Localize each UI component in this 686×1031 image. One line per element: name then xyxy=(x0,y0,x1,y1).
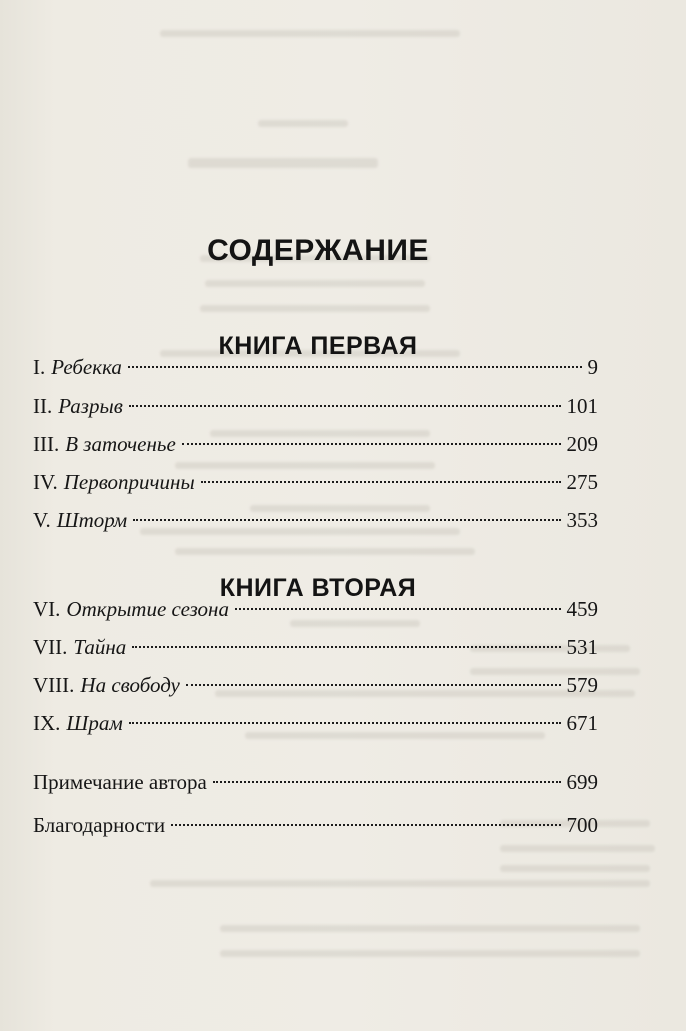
dot-leader xyxy=(129,722,561,724)
dot-leader xyxy=(186,684,561,686)
book-one-heading: КНИГА ПЕРВАЯ xyxy=(218,331,418,360)
chapter-title: Шрам xyxy=(66,711,123,735)
chapter-number: VII. xyxy=(33,635,68,659)
dot-leader xyxy=(171,824,560,826)
toc-entry-chapter-1[interactable] xyxy=(33,352,598,382)
toc-entry-chapter-2[interactable] xyxy=(33,391,598,421)
section-title: Благодарности xyxy=(33,813,166,837)
chapter-title: Разрыв xyxy=(58,394,123,418)
toc-entry-chapter-9[interactable] xyxy=(33,708,598,738)
chapter-number: VI. xyxy=(33,597,61,621)
chapter-title: Ребекка xyxy=(51,355,122,379)
page-number: 459 xyxy=(566,597,598,621)
dot-leader xyxy=(201,481,561,483)
contents-title: СОДЕРЖАНИЕ xyxy=(207,234,429,268)
chapter-title: В заточенье xyxy=(65,432,176,456)
section-title: Примечание автора xyxy=(33,770,207,794)
bleed-through-mark xyxy=(500,845,655,852)
page-number: 275 xyxy=(566,470,598,494)
chapter-number: IV. xyxy=(33,470,58,494)
dot-leader xyxy=(213,781,561,783)
page-number: 9 xyxy=(587,355,598,379)
toc-entry-author-note[interactable] xyxy=(33,767,598,797)
toc-entry-chapter-7[interactable] xyxy=(33,632,598,662)
toc-entry-chapter-6[interactable] xyxy=(33,594,598,624)
bleed-through-mark xyxy=(500,865,650,872)
toc-entry-chapter-5[interactable] xyxy=(33,505,598,535)
chapter-number: VIII. xyxy=(33,673,75,697)
dot-leader xyxy=(133,519,560,521)
page-number: 209 xyxy=(566,432,598,456)
book-two-heading: КНИГА ВТОРАЯ xyxy=(219,573,417,602)
chapter-title: Шторм xyxy=(56,508,128,532)
chapter-number: II. xyxy=(33,394,53,418)
chapter-number: III. xyxy=(33,432,60,456)
page-number: 531 xyxy=(566,635,598,659)
chapter-title: Открытие сезона xyxy=(66,597,229,621)
chapter-title: На свободу xyxy=(80,673,180,697)
dot-leader xyxy=(128,366,582,368)
page-number: 353 xyxy=(566,508,598,532)
chapter-number: IX. xyxy=(33,711,61,735)
bleed-through-mark xyxy=(188,158,378,168)
dot-leader xyxy=(182,443,561,445)
bleed-through-mark xyxy=(258,120,348,127)
bleed-through-mark xyxy=(220,925,640,932)
bleed-through-mark xyxy=(150,880,650,887)
toc-entry-chapter-8[interactable] xyxy=(33,670,598,700)
chapter-title: Первопричины xyxy=(63,470,195,494)
dot-leader xyxy=(235,608,561,610)
toc-entry-chapter-4[interactable] xyxy=(33,467,598,497)
chapter-number: V. xyxy=(33,508,51,532)
page-number: 101 xyxy=(566,394,598,418)
bleed-through-mark xyxy=(200,305,430,312)
bleed-through-mark xyxy=(205,280,425,287)
bleed-through-mark xyxy=(220,950,640,957)
chapter-number: I. xyxy=(33,355,46,379)
toc-entry-chapter-3[interactable] xyxy=(33,429,598,459)
toc-entry-acknowledgements[interactable] xyxy=(33,810,598,840)
page-number: 699 xyxy=(566,770,598,794)
bleed-through-mark xyxy=(160,30,460,37)
chapter-title: Тайна xyxy=(73,635,127,659)
page-number: 671 xyxy=(566,711,598,735)
dot-leader xyxy=(132,646,560,648)
bleed-through-mark xyxy=(175,548,475,555)
page-number: 700 xyxy=(566,813,598,837)
page-number: 579 xyxy=(566,673,598,697)
dot-leader xyxy=(129,405,561,407)
